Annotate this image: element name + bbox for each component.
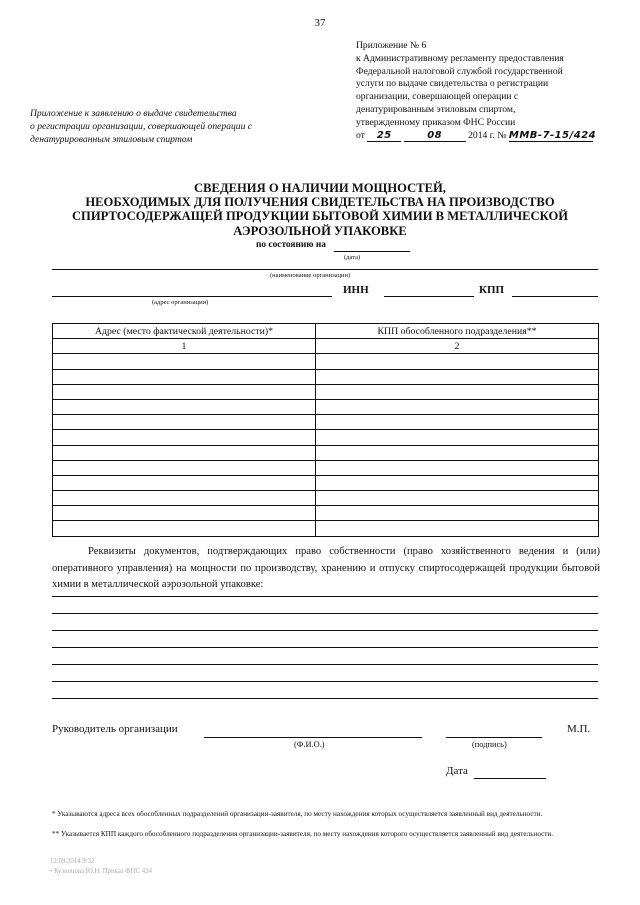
header-address: Адрес (место фактической деятельности)* <box>53 324 316 339</box>
appendix-line: утвержденному приказом ФНС России <box>356 116 516 128</box>
table-cell[interactable] <box>53 354 316 369</box>
appendix-line: Федеральной налоговой службой государственной <box>356 65 563 77</box>
facilities-table <box>52 323 599 537</box>
title-line: СВЕДЕНИЯ О НАЛИЧИИ МОЩНОСТЕЙ, <box>194 181 446 195</box>
signature-caption: (подпись) <box>472 740 507 749</box>
table-cell[interactable] <box>316 521 599 536</box>
table-cell[interactable] <box>53 521 316 536</box>
table-row <box>53 384 599 399</box>
requisites-line[interactable] <box>52 596 598 597</box>
appendix-line: денатурированным этиловым спиртом, <box>356 103 516 115</box>
table-row <box>53 491 599 506</box>
table-row <box>53 415 599 430</box>
fio-caption: (Ф.И.О.) <box>294 740 325 749</box>
table-cell[interactable] <box>316 475 599 490</box>
inn-label: ИНН <box>343 284 369 296</box>
table-row <box>53 354 599 369</box>
signature-date-field[interactable] <box>474 778 546 779</box>
table-cell[interactable] <box>53 430 316 445</box>
table-cell[interactable] <box>316 415 599 430</box>
org-name-field[interactable] <box>52 269 598 270</box>
requisites-line[interactable] <box>52 664 598 665</box>
appendix-header <box>356 40 606 142</box>
appendix-line: услуги по выдаче свидетельства о регистрации <box>356 78 549 90</box>
table-row <box>53 369 599 384</box>
requisites-paragraph <box>52 544 600 594</box>
table-cell[interactable] <box>316 399 599 414</box>
title-line: СПИРТОСОДЕРЖАЩЕЙ ПРОДУКЦИИ БЫТОВОЙ ХИМИИ В МЕТАЛЛИЧЕСКОЙ <box>71 209 569 224</box>
table-row <box>53 475 599 490</box>
requisites-text: Реквизиты документов, подтверждающих право собственности (право хозяйственного ведения и (или) оперативного управления) на мощности по производству, хранению и отпуску спиртосодержащей продукции бытовой химии в металлической аэрозольной упаковке: <box>52 546 600 590</box>
table-cell[interactable] <box>53 399 316 414</box>
requisites-line[interactable] <box>52 613 598 614</box>
appendix-line: Приложение № 6 <box>356 40 427 51</box>
header-kpp: КПП обособленного подразделения** <box>316 324 599 339</box>
application-note <box>30 108 290 146</box>
column-number: 2 <box>316 339 599 354</box>
page-number: 37 <box>314 17 326 29</box>
org-address-caption: (адрес организации) <box>152 299 209 306</box>
table-row <box>53 399 599 414</box>
stamp-line: 12.09.2014 9:32 <box>50 858 95 865</box>
as-of-date-field[interactable] <box>334 240 410 252</box>
from-label: от <box>356 129 365 141</box>
table-row <box>53 521 599 536</box>
table-cell[interactable] <box>53 369 316 384</box>
table-cell[interactable] <box>316 354 599 369</box>
table-cell[interactable] <box>316 430 599 445</box>
order-number: ММВ-7-15/424 <box>508 129 597 141</box>
table-cell[interactable] <box>53 475 316 490</box>
appendix-line: организации, совершающей операции с <box>356 91 519 103</box>
requisites-line[interactable] <box>52 698 598 699</box>
document-title <box>60 181 580 238</box>
org-address-field[interactable] <box>52 296 332 297</box>
title-line: АЭРОЗОЛЬНОЙ УПАКОВКЕ <box>233 223 407 238</box>
table-cell[interactable] <box>53 460 316 475</box>
column-number: 1 <box>53 339 316 354</box>
table-cell[interactable] <box>316 491 599 506</box>
table-row <box>53 506 599 521</box>
table-cell[interactable] <box>316 445 599 460</box>
as-of-label: по состоянию на <box>256 240 326 250</box>
table-cell[interactable] <box>316 460 599 475</box>
table-cell[interactable] <box>53 445 316 460</box>
table-row <box>53 460 599 475</box>
note-line: денатурированным этиловым спиртом <box>30 133 193 145</box>
footnote-1: * Указываются адреса всех обособленных подразделений организации-заявителя, по месту нахождения которых осуществляется заявленный вид деятельности. <box>52 810 543 818</box>
note-line: о регистрации организации, совершающей операции с <box>30 120 253 132</box>
appendix-order-line <box>356 130 606 143</box>
order-month: 08 <box>404 130 466 142</box>
head-label: Руководитель организации <box>52 723 178 735</box>
table-number-row <box>53 339 599 354</box>
as-of-date-line <box>256 240 410 252</box>
appendix-line: к Административному регламенту предоставления <box>356 52 564 64</box>
stamp-line: • Кузнецова Ю.Н. Приказ ФНС 424 <box>50 868 152 875</box>
date-caption: (дата) <box>344 254 361 261</box>
title-line: НЕОБХОДИМЫХ ДЛЯ ПОЛУЧЕНИЯ СВИДЕТЕЛЬСТВА НА ПРОИЗВОДСТВО <box>85 195 555 210</box>
table-cell[interactable] <box>53 415 316 430</box>
note-line: Приложение к заявлению о выдаче свидетельства <box>30 108 237 119</box>
org-name-caption: (наименование организации) <box>270 272 351 279</box>
order-day: 25 <box>367 130 401 142</box>
date-label: Дата <box>446 765 468 777</box>
table-cell[interactable] <box>316 384 599 399</box>
table-cell[interactable] <box>53 506 316 521</box>
table-row <box>53 430 599 445</box>
table-cell[interactable] <box>53 384 316 399</box>
inn-field[interactable] <box>384 296 474 297</box>
table-cell[interactable] <box>53 491 316 506</box>
requisites-line[interactable] <box>52 630 598 631</box>
requisites-line[interactable] <box>52 647 598 648</box>
table-cell[interactable] <box>316 506 599 521</box>
footnote-2: ** Указывается КПП каждого обособленного подразделения организации-заявителя, по месту нахождения которого осуществляется заявленный вид деятельности. <box>52 830 554 838</box>
system-stamp <box>50 857 152 877</box>
table-cell[interactable] <box>316 369 599 384</box>
table-header-row <box>53 324 599 339</box>
head-signature-field[interactable] <box>446 737 542 738</box>
kpp-label: КПП <box>479 284 505 296</box>
table-row <box>53 445 599 460</box>
head-fio-field[interactable] <box>204 737 422 738</box>
requisites-line[interactable] <box>52 681 598 682</box>
year-label: 2014 г. № <box>468 129 507 141</box>
seal-label: М.П. <box>567 723 591 735</box>
kpp-field[interactable] <box>512 296 598 297</box>
